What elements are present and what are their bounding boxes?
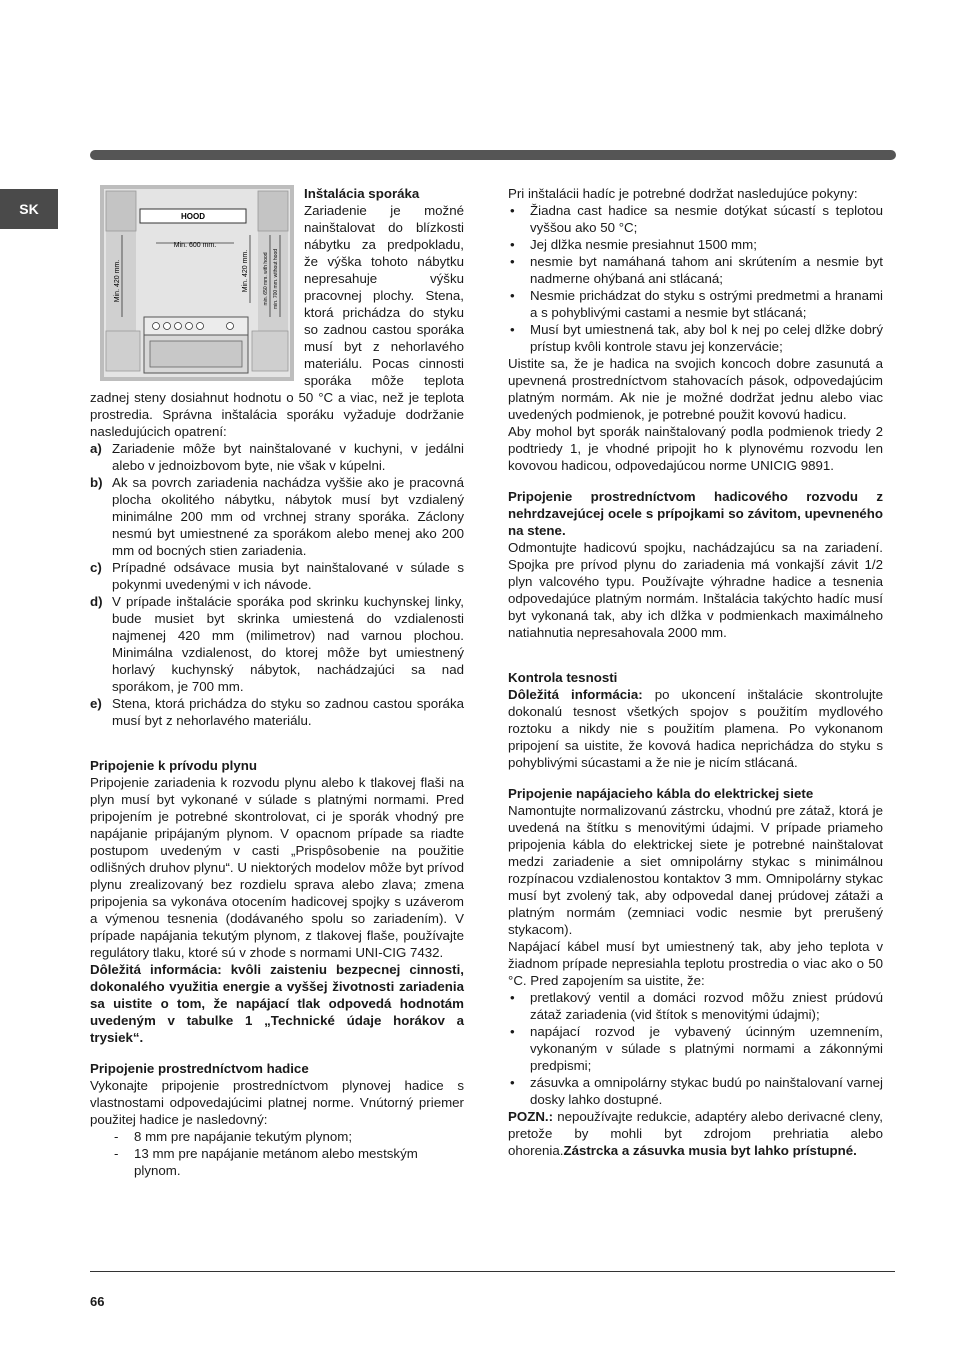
left-column [90, 185, 464, 1179]
bottom-rule [90, 1271, 895, 1272]
install-title: Inštalácia sporáka [304, 186, 420, 201]
installation-figure [100, 185, 294, 381]
list-item: • napájací rozvod je vybavený úcinným uzemnením, vykonaným v súlade s platnými normami a zákonnými predpismi; [508, 1023, 883, 1074]
steel-hose-title: Pripojenie prostredníctvom hadicového rozvodu z nehrdzavejúcej ocele s prípojkami so závitom, upevneného na stene. [508, 489, 883, 538]
list-item: e) Stena, ktorá prichádza do styku so zadnou castou sporáka musí byt z nehorlavého materiálu. [90, 696, 464, 728]
list-item: • Jej dlžka nesmie presiahnut 1500 mm; [508, 236, 883, 253]
min-420-left-label: Min. 420 mm. [114, 259, 121, 303]
language-tab: SK [0, 189, 58, 229]
min-650-label: min. 650 mm. with hood [263, 252, 269, 306]
hose-diameter-list [90, 1128, 464, 1179]
list-item: - 8 mm pre napájanie tekutým plynom; [112, 1128, 464, 1145]
min-600-label: Min. 600 mm. [173, 242, 217, 249]
list-item: • Nesmie prichádzat do styku s ostrými predmetmi a hranami a s pohyblivými castami a nesmie byt stlácaná; [508, 287, 883, 321]
list-item: a) Zariadenie môže byt nainštalované v kuchyni, v jedálni alebo v jednoizbovom byte, nie však v kúpelni. [90, 441, 464, 473]
min-700-label: min. 700 mm. without hood [273, 248, 279, 310]
list-item: • Musí byt umiestnená tak, aby bol k nej po celej dlžke dobrý prístup kvôli kontrole stavu jej konzervácie; [508, 321, 883, 355]
electric-checks-list [508, 989, 883, 1108]
steel-hose-text: Odmontujte hadicovú spojku, nachádzajúcu sa na zariadení. Spojka pre prívod plynu do zariadenia má vonkajší závit 1/2 plyn valcového typu. Používajte výhradne hadice a tesnenia odpovedajúce platným normám. Inštalácia takýchto hadíc musí byt vykonaná tak, aby ich dlžka v podmienkach maximálneho natiahnutia nepresahovala 2000 mm. [508, 540, 883, 640]
gas-title: Pripojenie k prívodu plynu [90, 758, 257, 773]
right-column [508, 185, 883, 1159]
hose-intro: Pri inštalácii hadíc je potrebné dodržat nasledujúce pokyny: [508, 186, 858, 201]
list-item: c) Prípadné odsávace musia byt nainštalované v súlade s pokynmi uvedenými v ich návode. [90, 560, 464, 592]
note-text: POZN.: nepoužívajte redukcie, adaptéry alebo derivacné cleny, pretože by mohli byt zdrojom prehriatia alebo ohorenia.Zástrcka a zásuvka musia byt lahko prístupné. [508, 1109, 883, 1158]
hose-title: Pripojenie prostredníctvom hadice [90, 1061, 309, 1076]
hose-rules-list [508, 202, 883, 355]
leak-check-text: Dôležitá informácia: po ukoncení inštalácie skontrolujte dokonalú tesnost všetkých spojov s použitím mydlového roztoku a nikdy nie s použitím plamena. Po vykonanom pripojení sa uistite, že kovová hadica neprichádza do styku s pohyblivými súcastami a že nie je nicím stlácaná. [508, 687, 883, 770]
electric-text-1: Namontujte normalizovanú zástrcku, vhodnú pre zátaž, ktorá je uvedená na štítku s menovitými údajmi. V prípade priameho pripojenia kábla do elektrickej siete je potrebné nainštalovat medzi zariadenie a siet omnipolárny stykac s minimálnou rozpínacou vzdialenostou kontaktov 3 mm. Omnipolárny stykac musí byt zvolený tak, aby odpovedal danej prúdovej zátaži a platným normám (zemniaci vodic nesmie byt prerušený stykacom). [508, 803, 883, 937]
hose-text: Vykonajte pripojenie prostredníctvom plynovej hadice s vlastnostami odpovedajúcimi platnej norme. Vnútorný priemer použitej hadice je nasledovný: [90, 1078, 464, 1127]
page-number: 66 [90, 1294, 105, 1309]
gas-important: Dôležitá informácia: kvôli zaisteniu bezpecnej cinnosti, dokonalého využitia energie a vyššej životnosti zariadenia sa uistite o tom, že napájací tlak odpovedá hodnotám uvedeným v tabulke 1 „Technické údaje horákov a trysiek“. [90, 962, 464, 1045]
list-item: d) V prípade inštalácie sporáka pod skrinku kuchynskej linky, bude musiet byt skrinka umiestená do vzdialenosti najmenej 420 mm (milimetrov) nad varnou plochou. Minimálna vzdialenost, do ktorej môže byt umiestnený horlavý kuchynský nábytok, nachádzajúci sa nad sporákom, je 700 mm. [90, 594, 464, 694]
list-item: b) Ak sa povrch zariadenia nachádza vyššie ako je pracovná plocha okolitého nábytku, nábytok musí byt vzdialený minimálne 200 mm od vrchnej strany sporáka. Záclony nesmú byt umiestnené za sporákom alebo menej ako 200 mm od bocných stien zariadenia. [90, 475, 464, 558]
list-item: • zásuvka a omnipolárny stykac budú po nainštalovaní varnej dosky lahko dostupné. [508, 1074, 883, 1108]
gas-text: Pripojenie zariadenia k rozvodu plynu alebo k tlakovej flaši na plyn musí byt vykonané v súlade s platnými normami. Pred pripojením je potrebné skontrolovat, ci je sporák vhodný pre napájanie pripájaným plynom. V opacnom prípade sa riadte postupom uvedeným v casti „Prispôsobenie na použitie odlišných druhov plynu“. U niektorých modelov môže byt prívod plynu zrealizovaný bez rozdielu sprava alebo zlava; zmena pripojenia sa vykonáva otocením hadicovej spojky s uzáverom a výmenou tesnenia (dodávaného spolu so zariadením). V prípade napájania tekutým plynom, z tlakovej flaše, používajte regulátory tlaku, ktoré sú v zhode s normami UNI-CIG 7432. [90, 775, 464, 960]
install-text: Zariadenie je možné nainštalovat do blízkosti nábytku za predpokladu, že výška tohoto nábytku nepresahuje výšku pracovnej plochy. Stena, ktorá prichádza do styku so zadnou castou sporáka musí byt z nehorlavého materiálu. Pocas cinnosti sporáka môže teplota zadnej steny dosiahnut hodnotu o 50 °C a viac, než je teplota prostredia. Správna inštalácia sporáku vyžaduje dodržanie nasledujúcich opatrení: [90, 203, 464, 439]
hose-para-1: Uistite sa, že je hadica na svojich koncoch dobre zasunutá a upevnená prostredníctvom stahovacích pások, odpovedajúcim platným normám. Ak nie je možné dodržat jednu alebo viac uvedených podmienok, je potrebné použit kovovú hadicu. [508, 356, 883, 422]
electric-title: Pripojenie napájacieho kábla do elektrickej siete [508, 786, 814, 801]
electric-text-2: Napájací kábel musí byt umiestnený tak, aby jeho teplota v žiadnom prípade nepresiahla teplotu prostredia o viac ako o 50 °C. Pred zapojením sa uistite, že: [508, 939, 883, 988]
install-requirements-list [90, 440, 464, 729]
list-item: - 13 mm pre napájanie metánom alebo mestským plynom. [112, 1145, 464, 1179]
installation-diagram [100, 185, 294, 381]
list-item: • nesmie byt namáhaná tahom ani skrútením a nesmie byt nadmerne ohýbaná ani stlácaná; [508, 253, 883, 287]
hose-para-2: Aby mohol byt sporák nainštalovaný podla podmienok triedy 2 podtriedy 1, je vhodné pripojit ho k plynovému rozvodu len kovovou hadicou, odpovedajúcou norme UNICIG 9891. [508, 424, 883, 473]
leak-check-title: Kontrola tesnosti [508, 670, 618, 685]
top-rule [90, 150, 896, 160]
hood-label: HOOD [181, 212, 205, 221]
min-420-right-label: Min. 420 mm. [242, 249, 249, 293]
list-item: • Žiadna cast hadice sa nesmie dotýkat súcastí s teplotou vyššou ako 50 °C; [508, 202, 883, 236]
list-item: • pretlakový ventil a domáci rozvod môžu zniest prúdovú zátaž zariadenia (vid štítok s menovitými údajmi); [508, 989, 883, 1023]
